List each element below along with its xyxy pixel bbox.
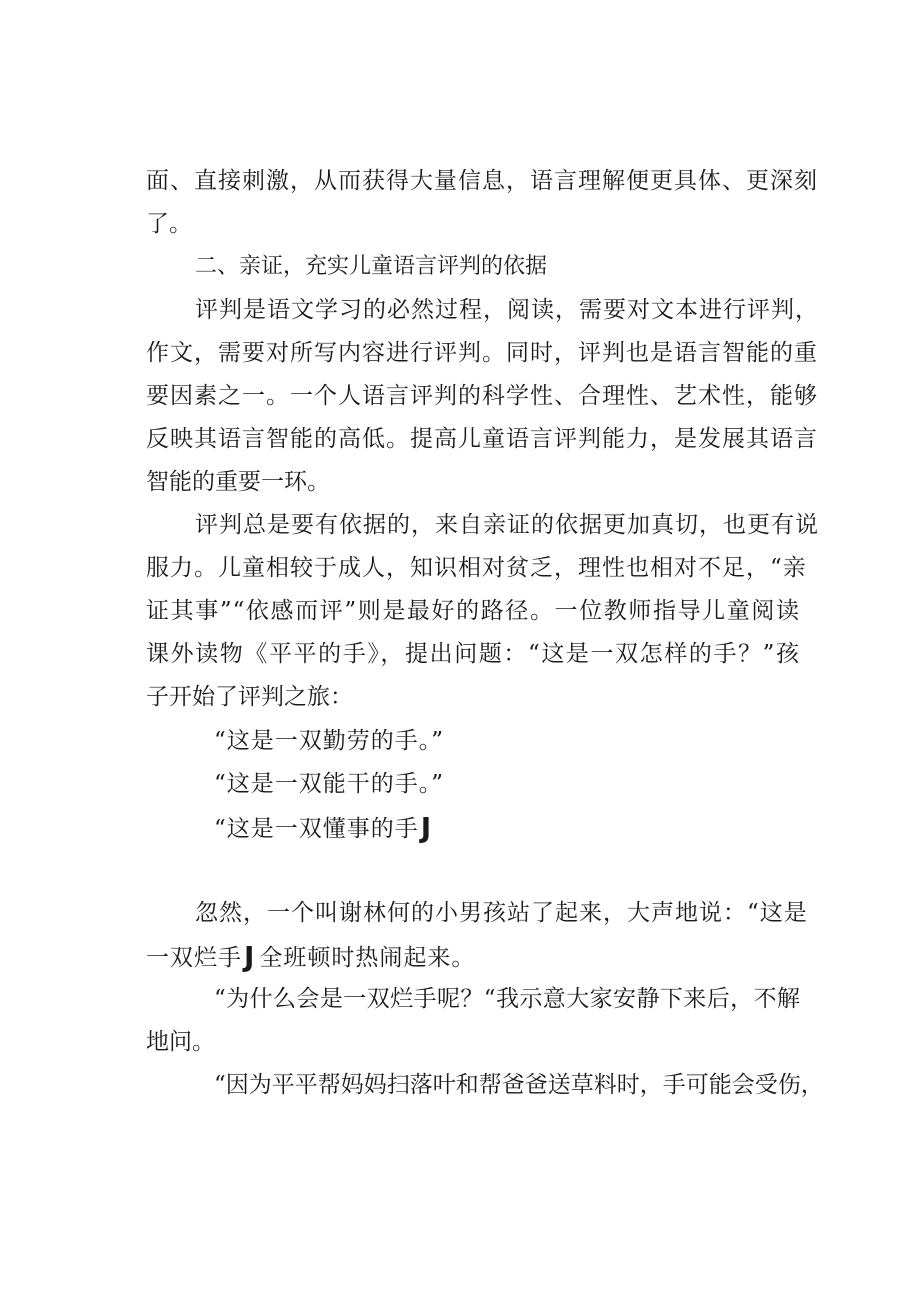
section-heading: 二、亲证，充实儿童语言评判的依据 bbox=[195, 254, 548, 279]
p1-line-2: 作文，需要对所写内容进行评判。同时，评判也是语言智能的重 bbox=[146, 340, 818, 366]
p1-line-1: 评判是语文学习的必然过程，阅读，需要对文本进行评判， bbox=[195, 297, 819, 323]
p3-line-2-start: 一双烂手 bbox=[146, 945, 242, 971]
p2-line-2: 服力。儿童相较于成人，知识相对贫乏，理性也相对不足，“亲 bbox=[146, 555, 807, 581]
p3-line-2-end: 全班顿时热闹起来。 bbox=[259, 945, 476, 971]
intro-line-2: 了。 bbox=[146, 211, 192, 237]
p2-line-5: 子开始了评判之旅： bbox=[146, 684, 353, 710]
quote-3-glyph: J bbox=[420, 811, 433, 844]
p4-line-1: “为什么会是一双烂手呢？“我示意大家安静下来后，不解 bbox=[214, 986, 800, 1012]
p2-line-3: 证其事”“依感而评”则是最好的路径。一位教师指导儿童阅读 bbox=[146, 598, 800, 624]
quote-1: “这是一双勤劳的手。” bbox=[214, 728, 445, 754]
p2-line-4: 课外读物《平平的手》，提出问题：“这是一双怎样的手？”孩 bbox=[146, 641, 800, 667]
p1-line-3: 要因素之一。一个人语言评判的科学性、合理性、艺术性，能够 bbox=[146, 383, 818, 409]
p4-line-2: 地问。 bbox=[146, 1029, 215, 1055]
p1-line-5: 智能的重要一环。 bbox=[146, 469, 330, 495]
p2-line-1: 评判总是要有依据的，来自亲证的依据更加真切，也更有说 bbox=[195, 512, 819, 538]
p3-line-2 bbox=[146, 941, 475, 973]
quote-3-text: “这是一双懂事的手 bbox=[214, 816, 419, 842]
p1-line-4: 反映其语言智能的高低。提高儿童语言评判能力，是发展其语言 bbox=[146, 426, 818, 452]
quote-3 bbox=[214, 812, 436, 844]
intro-line-1: 面、直接刺激，从而获得大量信息，语言理解便更具体、更深刻 bbox=[146, 168, 818, 194]
p3-line-1: 忽然，一个叫谢林何的小男孩站了起来，大声地说：“这是 bbox=[195, 900, 808, 926]
p3-line-2-glyph: J bbox=[244, 940, 256, 973]
quote-2: “这是一双能干的手。” bbox=[214, 771, 445, 797]
p5-line-1: “因为平平帮妈妈扫落叶和帮爸爸送草料时，手可能会受伤， bbox=[214, 1072, 824, 1098]
